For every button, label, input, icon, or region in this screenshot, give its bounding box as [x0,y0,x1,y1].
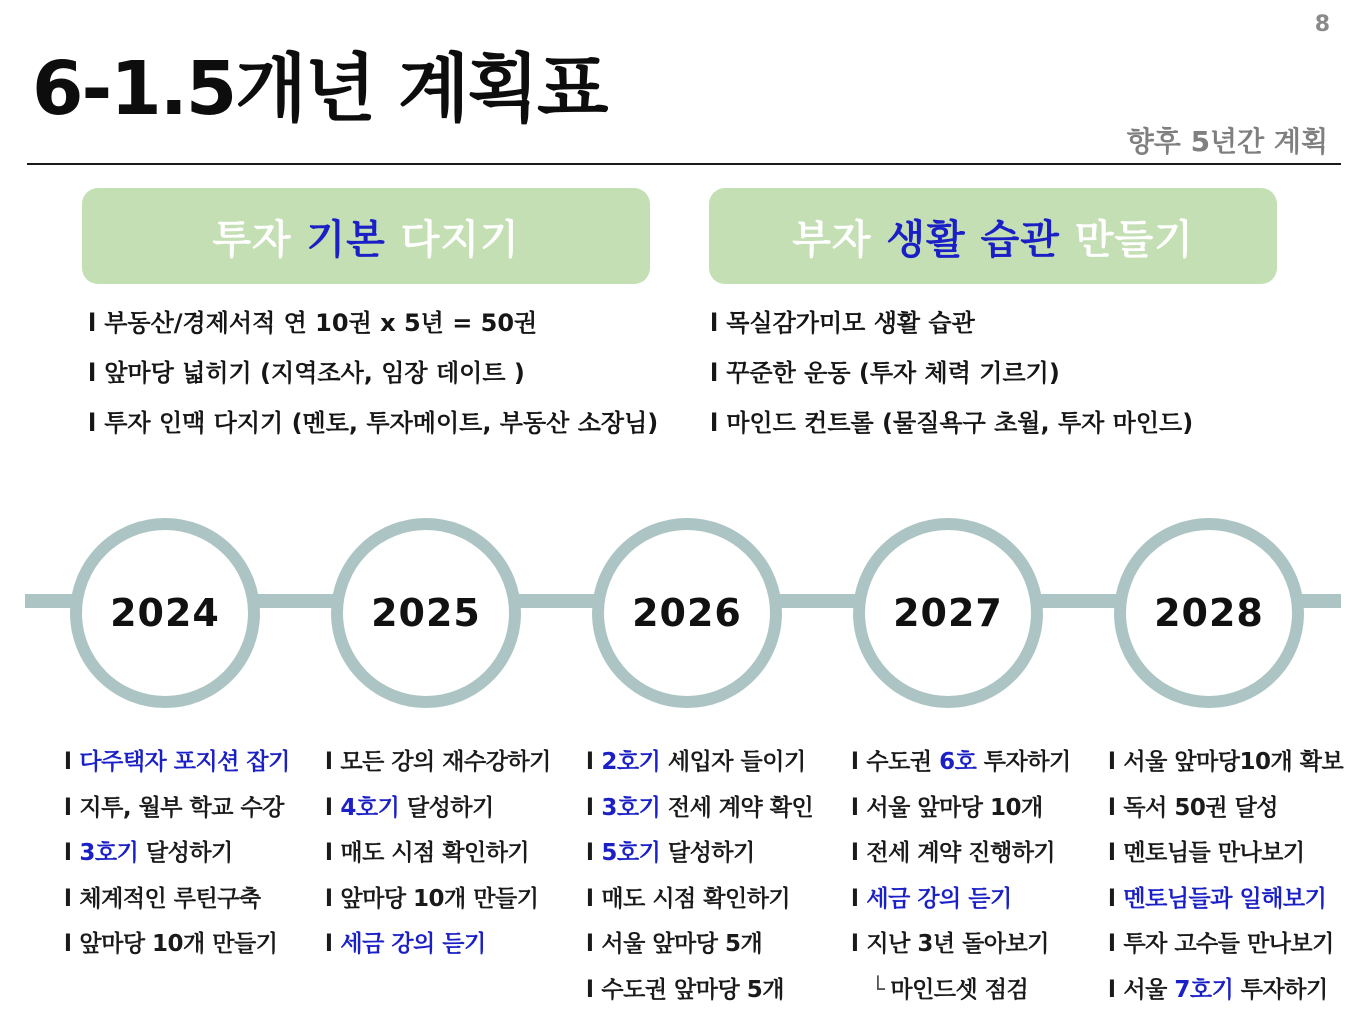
plan-item-text: 서울 앞마당 5개 [601,931,763,958]
year-circle-3 [853,518,1043,708]
banner-text-highlight: 생활 습관 [886,216,1060,263]
title-divider [27,163,1341,165]
plan-item [325,924,551,970]
plan-item-text: 서울 앞마당 10개 [866,794,1043,821]
plan-item-text: 수도권 앞마당 5개 [601,976,784,1003]
year-plan-list [1108,742,1343,1016]
plan-item-text: 달성하기 [399,794,494,821]
plan-item-text-highlight: 5호기 [601,840,661,867]
bullet-mark: l [1108,931,1116,958]
page-number: 8 [1314,12,1330,37]
bullet-mark: l [710,409,719,437]
plan-item-text: 멘토님들 만나보기 [1123,840,1305,867]
bullet-mark: l [586,885,594,912]
plan-item-text: 체계적인 루틴구축 [79,885,261,912]
plan-item [586,833,813,879]
year-plan-list [64,742,290,970]
year-plan-list [325,742,551,970]
bullet-mark: l [710,309,719,337]
plan-item-text: 세입자 들이기 [660,749,806,775]
plan-item-text-highlight: 멘토님들과 일해보기 [1123,885,1327,912]
bullet-mark: l [64,931,72,958]
plan-item [586,742,813,788]
bullet-mark: l [851,840,859,867]
bullet-mark: l [1108,794,1116,821]
bullet-mark: l [586,794,594,821]
plan-item-text: 전세 계약 진행하기 [866,840,1056,867]
plan-item [586,879,813,925]
year-label: 2026 [632,591,742,635]
plan-item-text: 지난 3년 돌아보기 [866,931,1049,958]
bullet-mark: l [851,794,859,821]
plan-item [851,833,1071,879]
bullet-mark: l [1108,749,1116,775]
plan-item-text-highlight: 4호기 [340,794,400,821]
plan-item [851,742,1071,788]
bullet-mark: l [851,885,859,912]
plan-item-text-highlight: 6호 [939,749,977,775]
banner-text-post: 만들기 [1059,216,1194,263]
plan-item-text: 달성하기 [660,840,755,867]
plan-item-text: 전세 계약 확인 [660,794,814,821]
plan-item [64,924,290,970]
bullet-mark: l [1108,885,1116,912]
year-plan-list [851,742,1071,1016]
plan-item [851,788,1071,834]
bullet-mark: l [710,359,719,387]
plan-item [851,924,1071,970]
bullet-mark: l [64,749,72,775]
year-label: 2025 [371,591,481,635]
bullet-mark: l [88,359,97,387]
plan-item-text: 마인드셋 점검 [890,976,1029,1003]
plan-item-text: 서울 앞마당10개 확보 [1123,749,1344,775]
goal-list-investment-basics [88,304,658,454]
goal-list-rich-habits [710,304,1193,454]
bullet-mark: l [851,749,859,775]
bullet-mark: l [64,885,72,912]
year-circle-1 [331,518,521,708]
plan-item-text-highlight: 다주택자 포지션 잡기 [79,749,290,775]
plan-item [851,970,1071,1016]
banner-text-pre: 투자 [212,216,307,263]
goal-banner-rich-habits [709,188,1277,284]
plan-item-text: 수도권 [866,749,940,775]
plan-item-text: 매도 시점 확인하기 [340,840,530,867]
plan-item-text-highlight: 세금 강의 듣기 [340,931,486,958]
goal-item [710,404,1193,454]
goal-banner-investment-basics [82,188,650,284]
plan-item [64,879,290,925]
bullet-mark: l [88,309,97,337]
bullet-mark: l [325,749,333,775]
bullet-mark: l [1108,976,1116,1003]
year-label: 2028 [1154,591,1264,635]
bullet-mark: l [586,749,594,775]
plan-item [1108,742,1343,788]
plan-item-text-highlight: 3호기 [79,840,139,867]
plan-item-text-highlight: 7호기 [1174,976,1234,1003]
bullet-mark: l [586,976,594,1003]
page-title: 6-1.5개년 계획표 [32,46,607,132]
plan-item-text: 독서 50권 달성 [1123,794,1279,821]
bullet-mark: l [325,794,333,821]
plan-item [64,742,290,788]
bullet-mark: l [851,931,859,958]
page-subtitle: 향후 5년간 계획 [1126,125,1328,158]
year-circle-4 [1114,518,1304,708]
plan-item-text: 앞마당 10개 만들기 [340,885,539,912]
plan-item-text-highlight: 세금 강의 듣기 [866,885,1012,912]
goal-item [88,304,658,354]
bullet-mark: l [64,840,72,867]
plan-item [64,788,290,834]
plan-item-text: 모든 강의 재수강하기 [340,749,551,775]
bullet-mark: l [64,794,72,821]
year-circle-2 [592,518,782,708]
plan-item [1108,970,1343,1016]
plan-item [325,833,551,879]
plan-item [1108,879,1343,925]
banner-text-pre: 부자 [792,216,887,263]
plan-item [586,924,813,970]
plan-item-text-highlight: 2호기 [601,749,661,775]
plan-item [1108,833,1343,879]
bullet-mark: l [1108,840,1116,867]
plan-item-text: 달성하기 [138,840,233,867]
plan-item [325,788,551,834]
goal-item [88,404,658,454]
plan-item-text: 투자 고수들 만나보기 [1123,931,1334,958]
plan-item-text: 투자하기 [1233,976,1328,1003]
year-label: 2024 [110,591,220,635]
bullet-mark: l [325,840,333,867]
bullet-mark: l [325,931,333,958]
goal-item [710,354,1193,404]
plan-item-text: 지투, 월부 학교 수강 [79,794,284,821]
plan-item [64,833,290,879]
year-label: 2027 [893,591,1003,635]
goal-item [88,354,658,404]
goal-item-text: 투자 인맥 다지기 (멘토, 투자메이트, 부동산 소장님) [104,409,659,437]
bullet-mark: l [88,409,97,437]
goal-item-text: 목실감가미모 생활 습관 [726,309,975,337]
year-plan-list [586,742,813,1016]
plan-item-text: 매도 시점 확인하기 [601,885,791,912]
plan-item [851,879,1071,925]
plan-item [1108,788,1343,834]
goal-item-text: 마인드 컨트롤 (물질욕구 초월, 투자 마인드) [726,409,1194,437]
plan-item-text: 투자하기 [976,749,1071,775]
plan-item [586,788,813,834]
year-circle-0 [70,518,260,708]
bullet-mark: l [586,931,594,958]
goal-item [710,304,1193,354]
bullet-mark: l [325,885,333,912]
sub-item-mark: └ [871,976,885,1003]
plan-item [325,742,551,788]
goal-item-text: 꾸준한 운동 (투자 체력 기르기) [726,359,1060,387]
plan-item-text: 앞마당 10개 만들기 [79,931,278,958]
plan-item [1108,924,1343,970]
bullet-mark: l [586,840,594,867]
plan-item-text: 서울 [1123,976,1175,1003]
plan-item [586,970,813,1016]
banner-text-post: 다지기 [385,216,520,263]
goal-item-text: 앞마당 넓히기 (지역조사, 임장 데이트 ) [104,359,525,387]
plan-item-text-highlight: 3호기 [601,794,661,821]
plan-item [325,879,551,925]
banner-text-highlight: 기본 [306,216,386,263]
goal-item-text: 부동산/경제서적 연 10권 x 5년 = 50권 [104,309,538,337]
